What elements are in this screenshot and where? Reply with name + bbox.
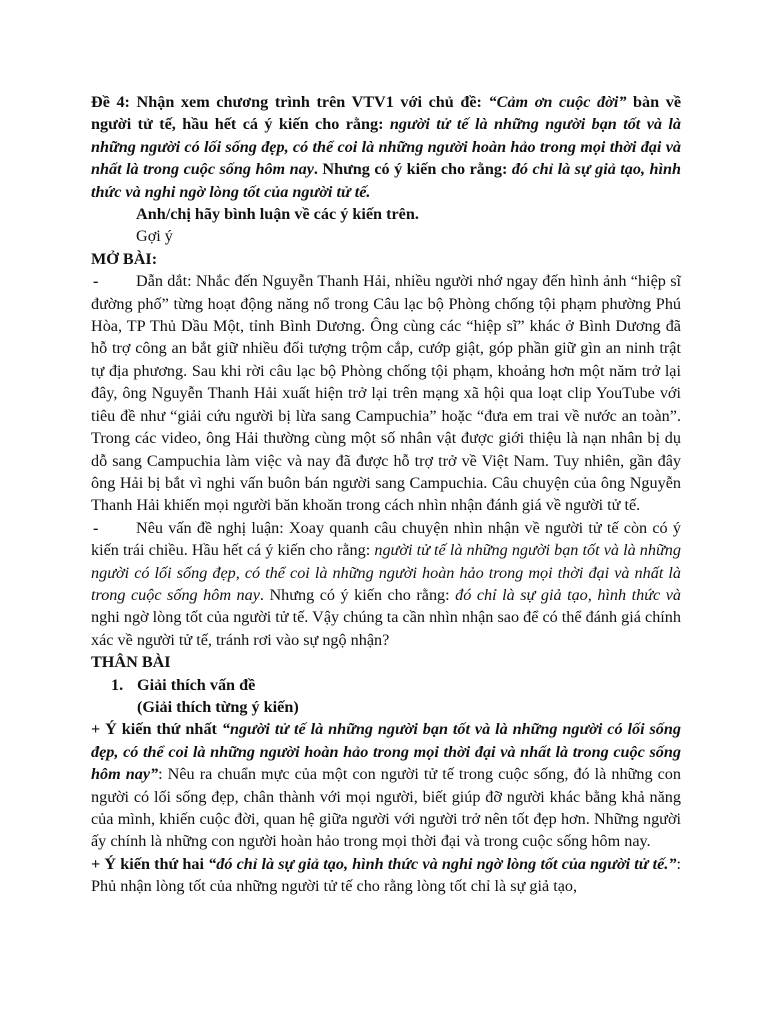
section-one-subtitle: (Giải thích từng ý kiến) [137,697,299,716]
section-number: 1. [111,675,124,694]
than-bai-heading: THÂN BÀI [91,653,171,672]
mo-bai-lead-in [91,270,681,516]
opinion-two-explanation: : Phủ nhận lòng tốt của những người tử tế cho rằng lòng tốt chỉ là sự giả tạo, [91,854,681,896]
exam-label: Đề 4: Nhận xem chương trình trên VTV1 với chủ đề: [91,93,489,111]
opinion-one: người tử tế là những người bạn tốt và là những người có lối sống đẹp, có thể coi là những người hoàn hảo trong mọi thời đại và nhất là trong cuộc sống hôm nay [91,115,681,179]
opinion-two: đó chỉ là sự giả tạo, hình thức và nghi ngờ lòng tốt của người tử tế. [91,160,681,201]
opinion-two-quote: “đó chỉ là sự giả tạo, hình thức và nghi ngờ lòng tốt của người tử tế.” [208,854,677,873]
exam-prompt [91,91,681,203]
issue-text-c: nghi ngờ lòng tốt của người tử tế. Vậy chúng ta cần nhìn nhận sao để có thể đánh giá chính xác về người tử tế, tránh rơi vào sự ngộ nhận? [91,608,681,649]
program-title: “Cảm ơn cuộc đời” [488,93,627,111]
opinion-two-analysis [91,853,681,898]
mo-bai-heading: MỞ BÀI: [91,249,158,268]
mo-bai-issue [91,517,681,651]
bullet-dash: - [93,272,99,291]
opinion-one-label: + Ý kiến thứ nhất [91,720,222,739]
lead-in-text: Dẫn dắt: Nhắc đến Nguyễn Thanh Hải, nhiều người nhớ ngay đến hình ảnh “hiệp sĩ đường phố” từng hoạt động năng nổ trong Câu lạc bộ Phòng chống tội phạm phường Phú Hòa, TP Thủ Dầu Một, tỉnh Bình Dương. Ông cùng các “hiệp sĩ” khác ở Bình Dương đã hỗ trợ công an bắt giữ nhiều đối tượng trộm cắp, cướp giật, góp phần giữ gìn an ninh trật tự địa phương. Sau khi rời câu lạc bộ Phòng chống tội phạm, khoảng hơn một năm trở lại đây, ông Nguyễn Thanh Hải xuất hiện trở lại trên mạng xã hội qua loạt clip YouTube với tiêu đề như “giải cứu người bị lừa sang Campuchia” hoặc “đưa em trai về nước an toàn”. Trong các video, ông Hải thường cùng một số nhân vật được giới thiệu là nạn nhân bị dụ dỗ sang Campuchia làm việc và nay đã được hỗ trợ trở về Việt Nam. Tuy nhiên, gần đây ông Hải bị bắt vì nghi vấn buôn bán người sang Campuchia. Câu chuyện của ông Nguyễn Thanh Hải khiến mọi người băn khoăn trong cách nhìn nhận đánh giá về người tử tế. [91,272,681,515]
exam-prompt-mid: . Nhưng có ý kiến cho rằng: [313,160,512,179]
opinion-one-quote: “người tử tế là những người bạn tốt và là những người có lối sống đẹp, có thể coi là những người hoàn hảo trong mọi thời đại và nhất là trong cuộc sống hôm nay” [91,720,681,784]
exam-prompt-text: bàn về người tử tế, hầu hết cá ý kiến cho rằng: [91,93,682,134]
hint-label: Gợi ý [136,227,173,246]
section-title: Giải thích vấn đề [137,675,256,694]
issue-text-b: . Nhưng có ý kiến cho rằng: [259,585,456,604]
issue-opinion-one: người tử tế là những người bạn tốt và là những người có lối sống đẹp, có thể coi là những người hoàn hảo trong mọi thời đại và nhất là trong cuộc sống hôm nay [91,541,681,604]
task-instruction: Anh/chị hãy bình luận về các ý kiến trên. [136,205,419,224]
issue-text-a: Nêu vấn đề nghị luận: Xoay quanh câu chuyện nhìn nhận về người tử tế còn có ý kiến trái chiều. Hầu hết cá ý kiến cho rằng: [91,518,681,560]
section-one-title [91,674,681,696]
opinion-one-analysis [91,718,681,852]
issue-opinion-two: đó chỉ là sự giả tạo, hình thức và [455,585,681,604]
opinion-one-explanation: : Nêu ra chuẩn mực của một con người tử tế trong cuộc sống, đó là những con người có lối sống đẹp, chân thành với mọi người, biết giúp đỡ người khác bằng khả năng của mình, khiến cuộc đời, quan hệ giữa người với người trở nên tốt đẹp hơn. Những người ấy chính là những con người hoàn hảo trong mọi thời đại và trong cuộc sống hôm nay. [91,765,681,851]
opinion-two-label: + Ý kiến thứ hai [91,854,209,873]
bullet-dash: - [93,518,99,537]
document-body [91,91,681,898]
